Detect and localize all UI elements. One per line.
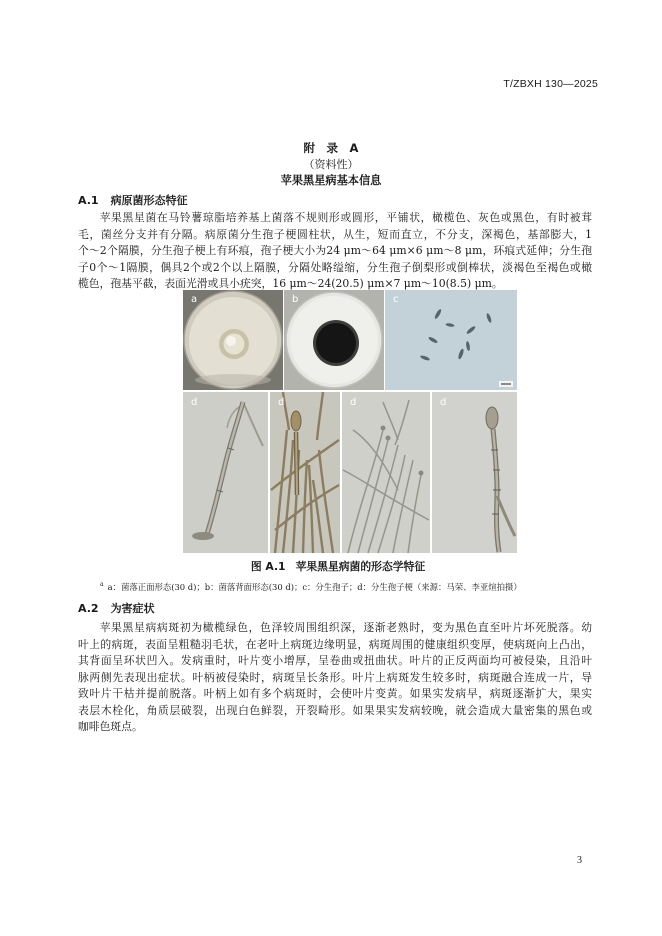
paragraph-line: 苹果黑星病病斑初为橄榄绿色，色泽较周围组织深，逐渐老熟时，变为黑色直至叶片坏死脱落。幼	[99, 621, 592, 634]
section-a1-paragraph	[78, 210, 592, 293]
colony-back	[313, 320, 359, 366]
figure-number: 图 A.1	[250, 560, 286, 573]
paragraph-line: 苹果黑星菌在马铃薯琼脂培养基上菌落不规则形或圆形，平铺状，橄榄色、灰色或黑色，有时被茸	[99, 211, 592, 224]
figure-note-text: a：菌落正面形态(30 d)；b：菌落背面形态(30 d)；c：分生孢子；d：分生孢子梗（来源：马荣、李亚煊拍摄）	[107, 582, 522, 592]
panel-label-c: c	[393, 294, 399, 305]
page-number: 3	[577, 855, 582, 866]
figure-note	[100, 581, 522, 593]
section-a2-number: A.2	[78, 602, 99, 615]
paragraph-line: 个～2个隔膜，分生孢子梗上有环痕，孢子梗大小为24 μm～64 μm×6 μm～8 μm，环痕式延伸；分生孢	[78, 244, 592, 257]
panel-a-colony-front	[183, 290, 283, 390]
conidium	[486, 407, 498, 429]
panel-label-b: b	[292, 294, 299, 305]
section-a2-heading	[78, 600, 155, 616]
figure-title: 苹果黑星病菌的形态学特征	[295, 560, 426, 573]
section-a1-heading	[78, 192, 188, 208]
appendix-nature: （资料性）	[303, 158, 359, 171]
paragraph-line: 表层木栓化，角质层破裂，出现白色鲜裂，开裂畸形。如果果实发病较晚，就会造成大量密集的黑色或	[78, 703, 592, 717]
conidium	[381, 426, 386, 431]
section-a2-title: 为害症状	[110, 602, 155, 615]
appendix-label: 附 录 A	[303, 141, 359, 155]
panel-label-d: d	[440, 397, 447, 408]
paragraph-line: 脉两侧先表现出症状。叶柄被侵染时，病斑呈长条形。叶片上病斑发生较多时，病斑融合连成一片，导	[78, 670, 592, 684]
paragraph-line: 子0个～1隔膜，偶具2个或2个以上隔膜，分隔处略缢缩，分生孢子倒梨形或倒棒状，淡褐色至褐色或橄	[78, 260, 592, 274]
panel-label-d: d	[278, 397, 285, 408]
paragraph-line: 致叶片干枯并提前脱落。叶柄上如有多个病斑时，会使叶片变黄。如果实发病早，病斑逐渐扩大，果实	[78, 687, 592, 700]
conidium	[419, 471, 424, 476]
panel-label-d: d	[350, 397, 357, 408]
paragraph-line: 毛，菌丝分支并有分隔。病原菌分生孢子梗圆柱状，从生，短而直立，不分支，深褐色，基部膨大，1	[78, 227, 592, 241]
colony-front	[219, 329, 249, 359]
scale-bar	[499, 381, 513, 387]
conidium	[291, 411, 301, 431]
panel-label-a: a	[191, 294, 198, 305]
section-a1-number: A.1	[78, 194, 99, 207]
appendix-title: 苹果黑星病基本信息	[280, 174, 382, 187]
figure-a1-image	[183, 290, 517, 554]
panel-b-colony-back	[284, 290, 384, 390]
panel-d2-conidiophore	[270, 392, 340, 553]
section-a1-title: 病原菌形态特征	[110, 194, 188, 207]
panel-label-d: d	[191, 397, 198, 408]
panel-d3-conidiophore	[342, 392, 430, 553]
document-number: T/ZBXH 130—2025	[503, 78, 598, 90]
paragraph-line: 咖啡色斑点。	[78, 720, 143, 733]
panel-c-conidia	[385, 290, 517, 390]
paragraph-line: 叶上的病斑，表面呈粗糙羽毛状，在老叶上病斑边缘明显，病斑周围的健康组织变厚，使病斑向上凸出，	[78, 637, 592, 651]
paragraph-line: 其背面呈环状凹入。发病重时，叶片变小增厚，呈卷曲或扭曲状。叶片的正反两面均可被侵染，且沿叶	[78, 654, 592, 667]
figure-caption	[0, 559, 662, 574]
section-a2-paragraph	[78, 620, 592, 736]
conidium	[386, 436, 391, 441]
panel-d1-conidiophore	[183, 392, 268, 553]
figure-note-marker: a	[100, 581, 104, 589]
paragraph-line: 榄色，孢基平截，表面光滑或具小疣突，16 μm～24(20.5) μm×7 μm～10(8.5) μm。	[78, 277, 503, 290]
panel-d4-conidiophore	[432, 392, 517, 553]
